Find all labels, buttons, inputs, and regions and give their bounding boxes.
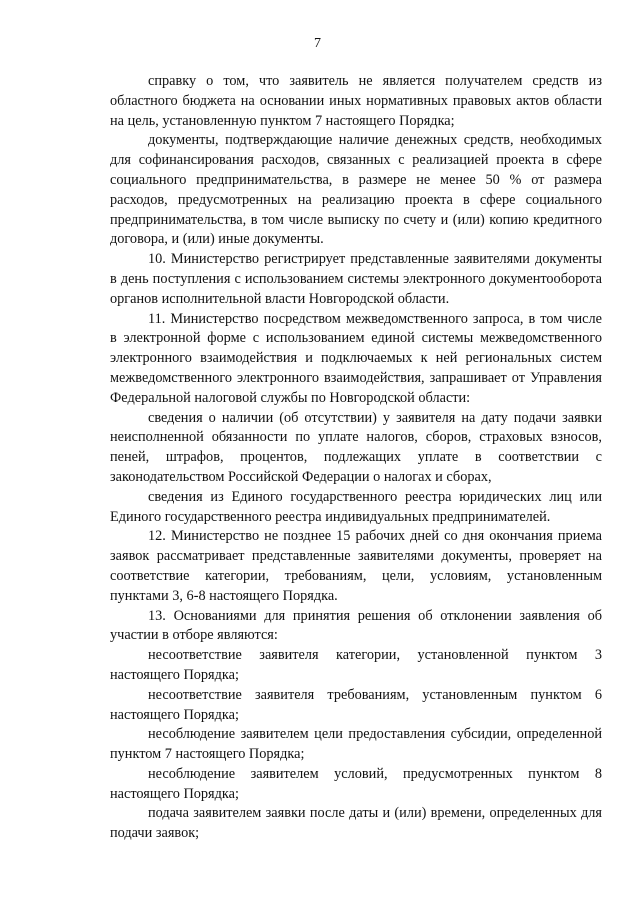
paragraph-cofinancing-documents: документы, подтверждающие наличие денежных средств, необходимых для софинансирования расходов, связанных с реализацией проекта в сфере социального предпринимательства, в размере не менее 50 % от размера расходов, предусмотренных на реализацию проекта в сфере социального предпринимательства, в том числе выписку по счету и (или) копию кредитного договора, и (или) иные документы. [110,132,602,248]
paragraph-10-registration: 10. Министерство регистрирует представленные заявителями документы в день поступления с использованием системы электронного документооборота органов исполнительной власти Новгородской области. [110,251,602,307]
paragraph-purpose-noncompliance: несоблюдение заявителем цели предоставления субсидии, определенной пунктом 7 настоящего Порядка; [110,726,602,763]
document-body [110,72,602,844]
paragraph-certificate-no-other-funds: справку о том, что заявитель не является получателем средств из областного бюджета на основании иных нормативных правовых актов области на цель, установленную пунктом 7 настоящего Порядка; [110,73,602,129]
paragraph-12-review: 12. Министерство не позднее 15 рабочих дней со дня окончания приема заявок рассматривает представленные заявителями документы, проверяет на соответствие категории, требованиям, цели, условиям, установленным пунктами 3, 6-8 настоящего Порядка. [110,528,602,604]
paragraph-requirements-mismatch: несоответствие заявителя требованиям, установленным пунктом 6 настоящего Порядка; [110,686,602,723]
paragraph-13-rejection-grounds: 13. Основаниями для принятия решения об отклонении заявления об участии в отборе являются: [110,607,602,644]
paragraph-11-interagency-request: 11. Министерство посредством межведомственного запроса, в том числе в электронной форме с использованием единой системы межведомственного электронного взаимодействия и подключаемых к ней региональных систем межведомственного электронного взаимодействия, запрашивает от Управления Федеральной налоговой службы по Новгородской области: [110,310,602,406]
page-number: 7 [314,36,321,51]
paragraph-tax-debt-info: сведения о наличии (об отсутствии) у заявителя на дату подачи заявки неисполненной обязанности по уплате налогов, сборов, страховых взносов, пеней, штрафов, процентов, подлежащих уплате в соответствии с законодательством Российской Федерации о налогах и сборах, [110,409,602,485]
paragraph-conditions-noncompliance: несоблюдение заявителем условий, предусмотренных пунктом 8 настоящего Порядка; [110,765,602,802]
paragraph-late-submission: подача заявителем заявки после даты и (или) времени, определенных для подачи заявок; [110,805,602,842]
paragraph-state-register-info: сведения из Единого государственного реестра юридических лиц или Единого государственного реестра индивидуальных предпринимателей. [110,488,602,525]
paragraph-category-mismatch: несоответствие заявителя категории, установленной пунктом 3 настоящего Порядка; [110,647,602,683]
